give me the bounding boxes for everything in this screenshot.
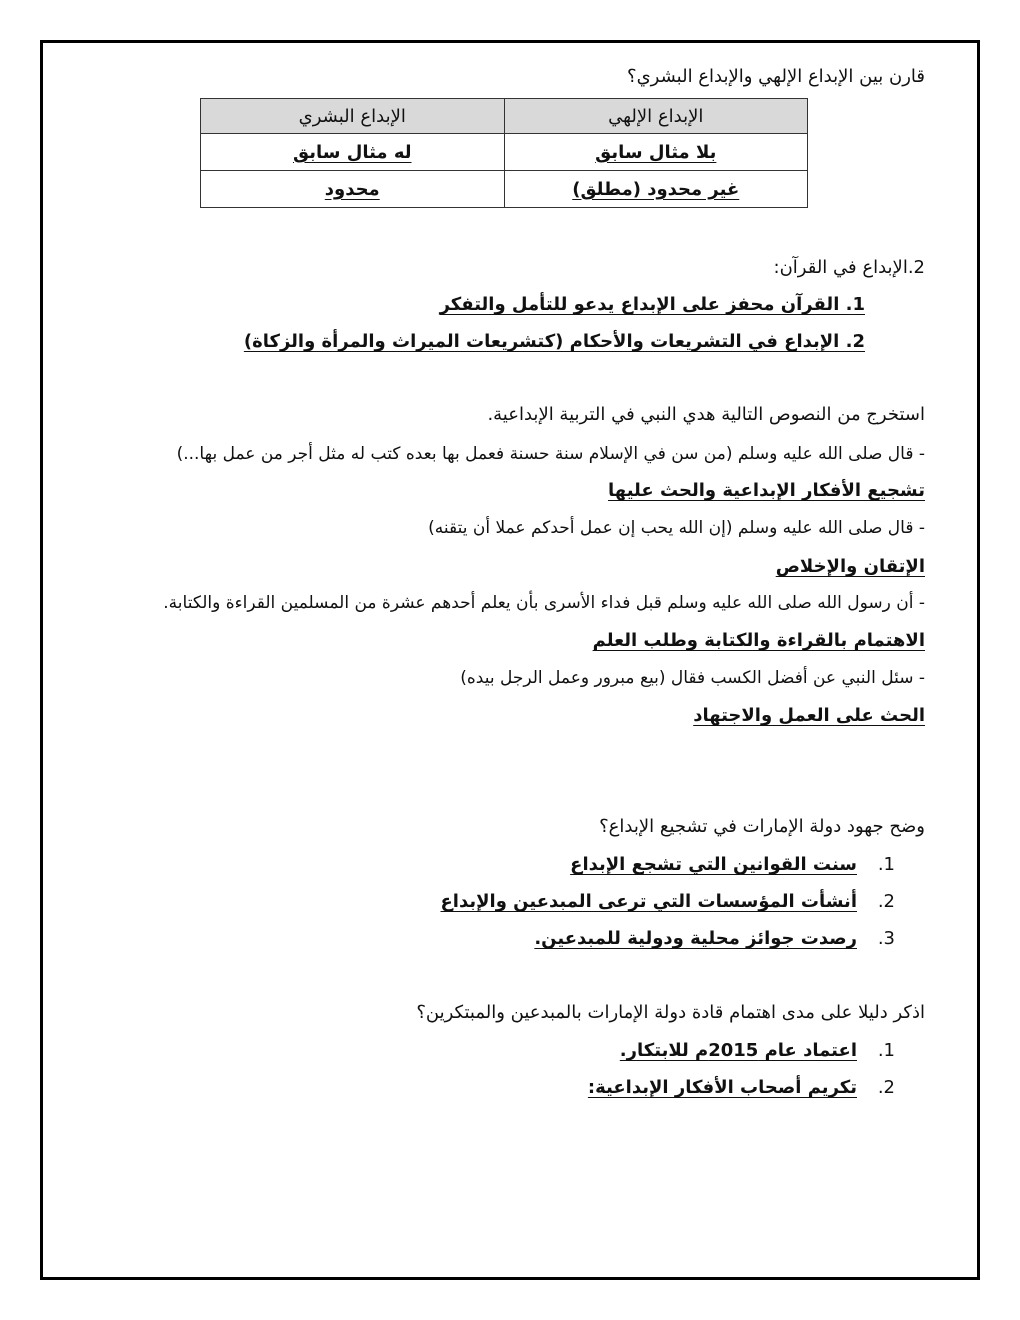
table-header-row [201,99,808,134]
comparison-table [200,98,808,208]
q3-answer-4: الحث على العمل والاجتهاد [693,705,925,726]
q2-heading: 2.الإبداع في القرآن: [773,257,925,278]
q4-item-2: أنشأت المؤسسات التي ترعى المبدعين والإبداع [440,891,857,912]
cell-human-1: له مثال سابق [292,141,412,163]
header-human: الإبداع البشري [201,99,505,134]
list-item: 1.سنت القوانين التي تشجع الإبداع [570,854,895,875]
q4-question: وضح جهود دولة الإمارات في تشجيع الإبداع؟ [599,816,925,837]
q3-text-2: - قال صلى الله عليه وسلم (إن الله يحب إن عمل أحدكم عملا أن يتقنه) [428,518,925,538]
q3-answer-1: تشجيع الأفكار الإبداعية والحث عليها [608,480,925,501]
table-row [201,134,808,171]
q3-answer-3: الاهتمام بالقراءة والكتابة وطلب العلم [592,630,925,651]
q3-answer-2: الإتقان والإخلاص [775,556,925,577]
q1-question: قارن بين الإبداع الإلهي والإبداع البشري؟ [627,66,925,87]
q2-item-2: 2. الإبداع في التشريعات والأحكام (كتشريعات الميراث والمرأة والزكاة) [243,331,865,352]
list-item: 2.تكريم أصحاب الأفكار الإبداعية: [587,1077,895,1098]
q4-item-3: رصدت جوائز محلية ودولية للمبدعين. [534,928,857,949]
q5-item-1: اعتماد عام 2015م للابتكار. [619,1040,857,1061]
list-item: 3.رصدت جوائز محلية ودولية للمبدعين. [534,928,895,949]
list-item: 1.اعتماد عام 2015م للابتكار. [619,1040,895,1061]
q2-item-1: 1. القرآن محفز على الإبداع يدعو للتأمل والتفكر [439,294,865,315]
q3-text-4: - سئل النبي عن أفضل الكسب فقال (بيع مبرور وعمل الرجل بيده) [460,668,925,688]
cell-human-2: محدود [324,178,380,200]
cell-divine-2: غير محدود (مطلق) [572,178,740,200]
q3-text-3: - أن رسول الله صلى الله عليه وسلم قبل فداء الأسرى بأن يعلم أحدهم عشرة من المسلمين القراءة والكتابة. [163,593,925,613]
q5-item-2: تكريم أصحاب الأفكار الإبداعية: [587,1077,857,1098]
q4-item-1: سنت القوانين التي تشجع الإبداع [570,854,857,875]
header-divine: الإبداع الإلهي [504,99,808,134]
q3-text-1: - قال صلى الله عليه وسلم (من سن في الإسلام سنة حسنة فعمل بها بعده كتب له مثل أجر من عمل بها...) [176,444,925,464]
table-row [201,171,808,208]
q5-question: اذكر دليلا على مدى اهتمام قادة دولة الإمارات بالمبدعين والمبتكرين؟ [416,1002,925,1023]
cell-divine-1: بلا مثال سابق [595,141,717,163]
q3-question: استخرج من النصوص التالية هدي النبي في التربية الإبداعية. [487,404,925,425]
list-item: 2.أنشأت المؤسسات التي ترعى المبدعين والإبداع [440,891,895,912]
